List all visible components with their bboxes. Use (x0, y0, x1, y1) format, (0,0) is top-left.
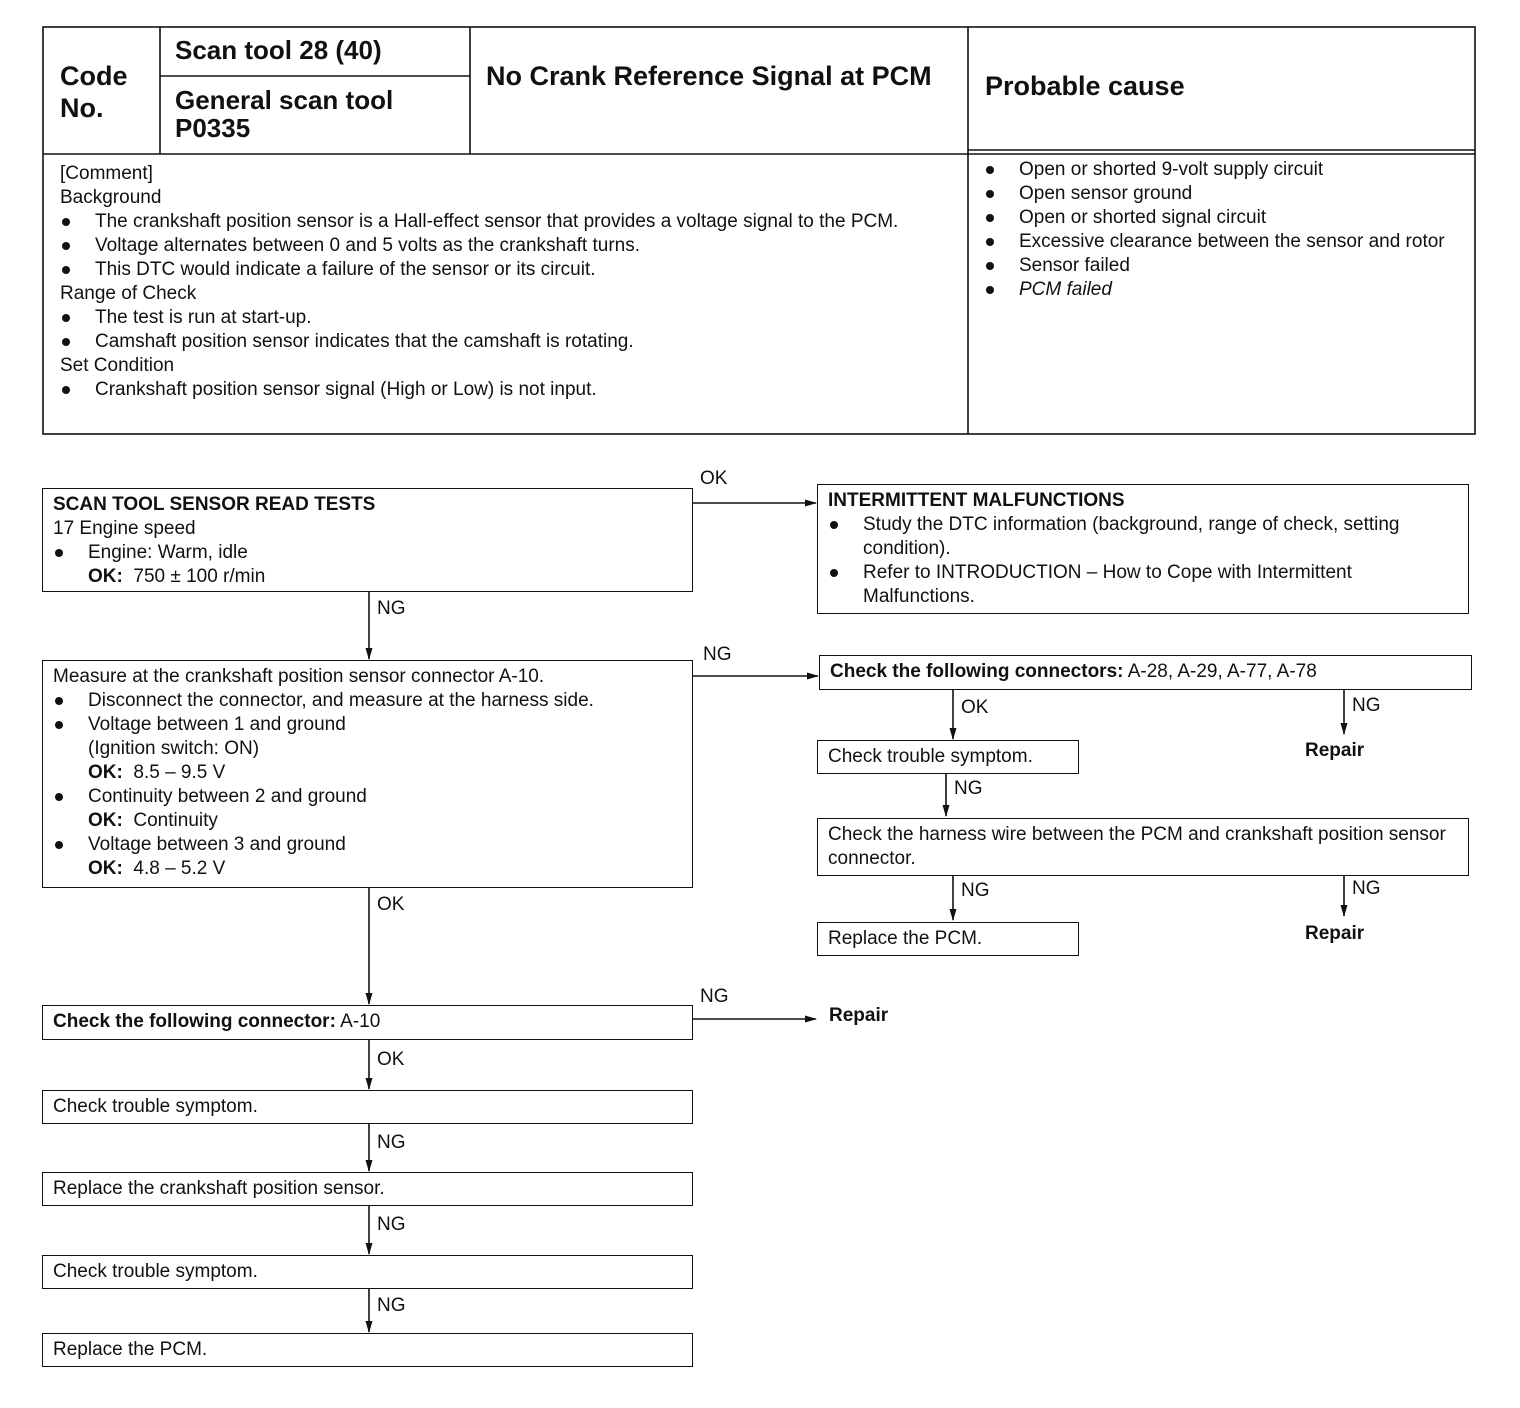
ng-label: NG (700, 986, 729, 1007)
background-label: Background (60, 187, 162, 208)
cause-item: Sensor failed (984, 254, 1459, 278)
check-connector-box: Check the following connector: A-10 (42, 1005, 693, 1040)
measure-ok: OK: 4.8 – 5.2 V (88, 858, 226, 879)
background-item: This DTC would indicate a failure of the sensor or its circuit. (60, 258, 955, 282)
range-label: Range of Check (60, 283, 197, 304)
check-symptom-right-box: Check trouble symptom. (817, 740, 1079, 774)
code-no-label: Code No. (60, 61, 128, 123)
measure-step: Disconnect the connector, and measure at the harness side. (53, 689, 682, 713)
measure-box (42, 660, 693, 888)
scan-tool-test-title: SCAN TOOL SENSOR READ TESTS (53, 494, 376, 515)
measure-ok: OK: Continuity (88, 810, 218, 831)
probable-cause-list (984, 158, 1459, 302)
comment-section (60, 162, 955, 402)
dtc-title: No Crank Reference Signal at PCM (486, 61, 932, 91)
range-item: Camshaft position sensor indicates that the camshaft is rotating. (60, 330, 955, 354)
ng-label: NG (377, 1214, 406, 1235)
intermittent-item: Refer to INTRODUCTION – How to Cope with Intermittent Malfunctions. (828, 561, 1458, 609)
ng-label: NG (954, 778, 983, 799)
cause-item: Open or shorted 9-volt supply circuit (984, 158, 1459, 182)
ok-label: OK (961, 697, 989, 718)
check-connectors-box: Check the following connectors: A-28, A-29, A-77, A-78 (819, 655, 1472, 690)
measure-step: Voltage between 1 and ground (53, 713, 682, 737)
scan-tool-code: Scan tool 28 (40) (175, 35, 382, 65)
set-condition-label: Set Condition (60, 355, 175, 376)
ok-label: OK (377, 894, 405, 915)
scan-tool-item: 17 Engine speed (53, 518, 196, 539)
cause-item: PCM failed (984, 278, 1459, 302)
ng-label: NG (377, 1295, 406, 1316)
cause-item: Open or shorted signal circuit (984, 206, 1459, 230)
scan-tool-ok: OK: 750 ± 100 r/min (88, 566, 266, 587)
ng-label: NG (377, 598, 406, 619)
background-item: The crankshaft position sensor is a Hall-effect sensor that provides a voltage signal to the PCM. (60, 210, 955, 234)
scan-tool-test-box (42, 488, 693, 592)
measure-ok: OK: 8.5 – 9.5 V (88, 762, 226, 783)
repair-label: Repair (829, 1005, 889, 1026)
probable-cause-label: Probable cause (985, 71, 1185, 101)
check-symptom-box-1: Check trouble symptom. (42, 1090, 693, 1124)
replace-pcm-right-box: Replace the PCM. (817, 922, 1079, 956)
cause-item: Excessive clearance between the sensor and rotor (984, 230, 1459, 254)
ng-label: NG (703, 644, 732, 665)
cause-item: Open sensor ground (984, 182, 1459, 206)
ng-label: NG (961, 880, 990, 901)
range-item: The test is run at start-up. (60, 306, 955, 330)
scan-tool-condition: Engine: Warm, idle (53, 541, 682, 565)
intermittent-title: INTERMITTENT MALFUNCTIONS (828, 490, 1125, 511)
measure-step: Voltage between 3 and ground (53, 833, 682, 857)
general-scan-tool-code: General scan tool P0335 (175, 85, 394, 143)
measure-condition: (Ignition switch: ON) (88, 738, 260, 759)
set-condition-item: Crankshaft position sensor signal (High or Low) is not input. (60, 378, 955, 402)
harness-check-box: Check the harness wire between the PCM and crankshaft position sensor connector. (817, 818, 1469, 876)
ok-label: OK (700, 468, 728, 489)
ng-label: NG (1352, 878, 1381, 899)
background-item: Voltage alternates between 0 and 5 volts as the crankshaft turns. (60, 234, 955, 258)
replace-sensor-box: Replace the crankshaft position sensor. (42, 1172, 693, 1206)
comment-tag: [Comment] (60, 163, 153, 184)
intermittent-item: Study the DTC information (background, range of check, setting condition). (828, 513, 1458, 561)
check-symptom-box-2: Check trouble symptom. (42, 1255, 693, 1289)
ng-label: NG (377, 1132, 406, 1153)
ng-label: NG (1352, 695, 1381, 716)
repair-label: Repair (1305, 923, 1365, 944)
measure-step: Continuity between 2 and ground (53, 785, 682, 809)
intermittent-box (817, 484, 1469, 614)
replace-pcm-box: Replace the PCM. (42, 1333, 693, 1367)
measure-title: Measure at the crankshaft position sensor connector A-10. (53, 666, 545, 687)
ok-label: OK (377, 1049, 405, 1070)
repair-label: Repair (1305, 740, 1365, 761)
